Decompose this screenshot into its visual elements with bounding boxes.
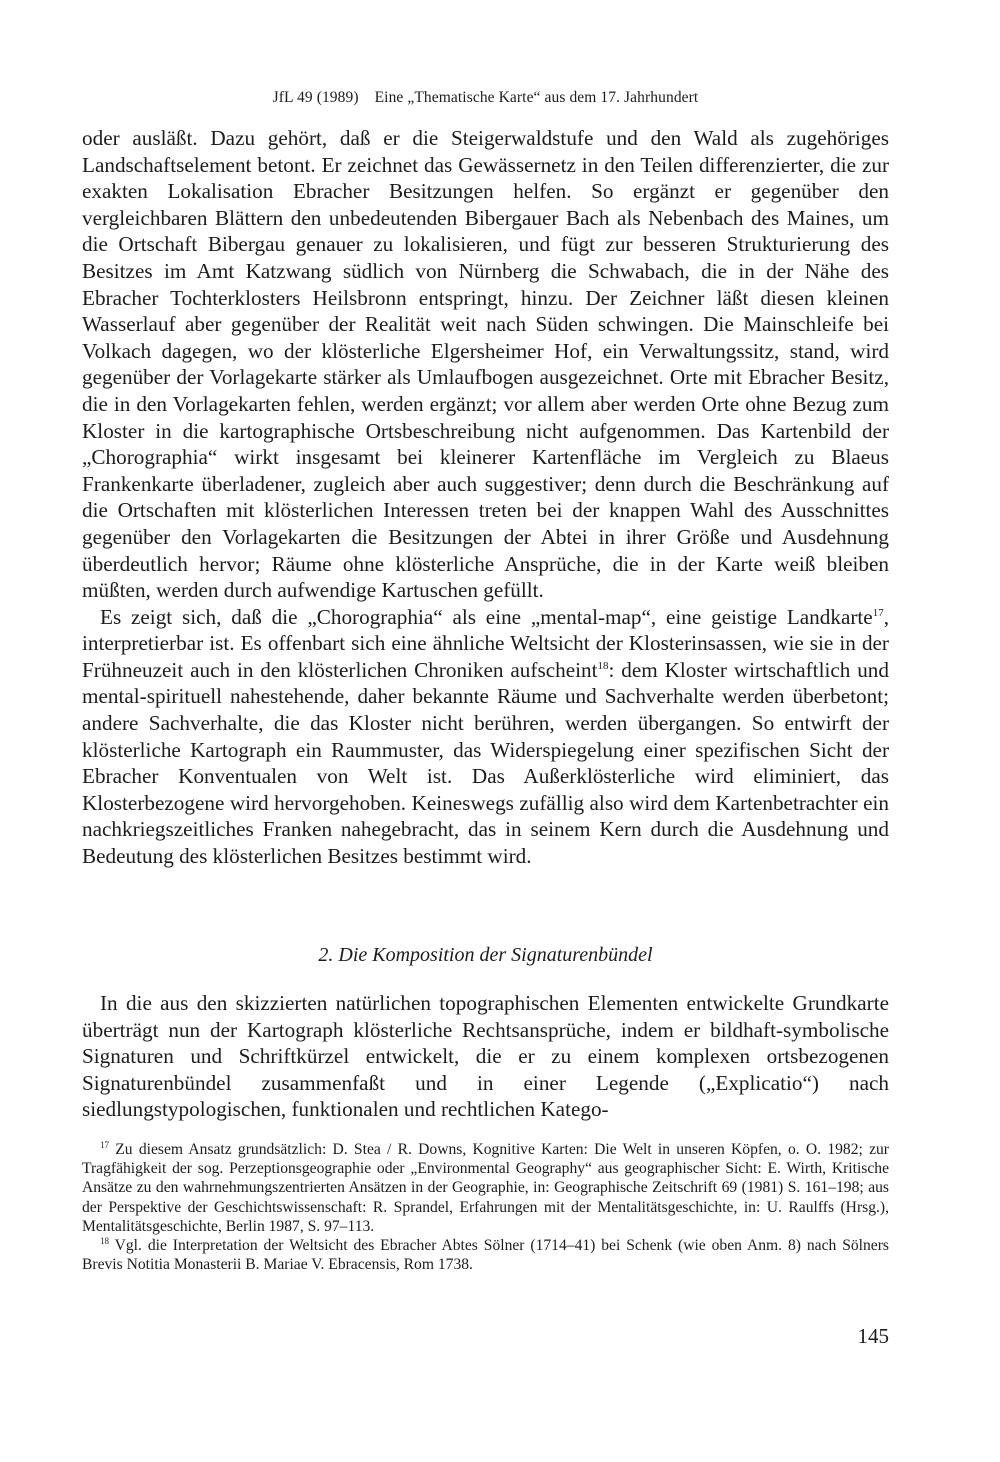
running-head — [82, 89, 889, 107]
paragraph-2 — [82, 604, 889, 870]
paragraph-1 — [82, 125, 889, 604]
footnote-18 — [82, 1236, 889, 1274]
section-heading: 2. Die Komposition der Signaturenbündel — [318, 944, 653, 966]
section-text — [82, 990, 889, 1123]
footnote-17 — [82, 1140, 889, 1236]
footnotes — [82, 1140, 889, 1274]
footnote-17-text: Zu diesem Ansatz grundsätzlich: D. Stea / R. Downs, Kognitive Karten: Die Welt in unseren Köpfen, o. O. 1982; zur Tragfähigkeit der sog. Perzeptionsgeographie oder „Environmental Geography“ aus geographischer Sicht: E. Wirth, Kritische Ansätze zu den wahrnehmungszentrierten Ansätzen in der Geographie, in: Geographische Zeitschrift 69 (1981) S. 161–198; aus der Perspektive der Geschichtswissenschaft: R. Sprandel, Erfahrungen mit der Mentalitätsgeschichte, in: U. Raulffs (Hrsg.), Mentalitätsgeschichte, Berlin 1987, S. 97–113. — [82, 1141, 889, 1235]
journal-reference: JfL 49 (1989) — [272, 89, 359, 106]
footnote-18-text: Vgl. die Interpretation der Weltsicht des Ebracher Abtes Sölner (1714–41) bei Schenk (wie oben Anm. 8) nach Sölners Brevis Notitia Monasterii B. Mariae V. Ebracensis, Rom 1738. — [82, 1237, 889, 1274]
footnote-ref-17[interactable]: 17 — [872, 606, 884, 619]
paragraph-2-text-b: , interpretierbar ist. Es offenbart sich eine ähnliche Weltsicht der Klosterinsassen, wie sie in der Frühneuzeit auch in den klösterlichen Chroniken aufscheint — [82, 604, 889, 682]
paragraph-1-text: oder ausläßt. Dazu gehört, daß er die Steigerwaldstufe und den Wald als zugehöriges Landschaftselement betont. Er zeichnet das Gewässernetz in den Teilen differenzierter, die zur exakten Lokalisation Ebracher Besitzungen helfen. So ergänzt er gegenüber den vergleichbaren Blättern den unbedeutenden Bibergauer Bach als Nebenbach des Maines, um die Ortschaft Bibergau genauer zu lokalisieren, und fügt zur besseren Strukturierung des Besitzes im Amt Katzwang südlich von Nürnberg die Schwabach, die in der Nähe des Ebracher Tochterklosters Heilsbronn entspringt, hinzu. Der Zeichner läßt diesen kleinen Wasserlauf aber gegenüber der Realität weit nach Süden schwingen. Die Mainschleife bei Volkach dagegen, wo der klösterliche Elgersheimer Hof, ein Verwaltungssitz, stand, wird gegenüber der Vorlagekarte stärker als Umlaufbogen ausgezeichnet. Orte mit Ebracher Besitz, die in den Vorlagekarten fehlen, werden ergänzt; vor allem aber werden Orte ohne Bezug zum Kloster in die kartographische Ortsbeschreibung nicht aufgenommen. Das Kartenbild der „Chorographia“ wirkt insgesamt bei kleinerer Kartenfläche im Vergleich zu Blaeus Frankenkarte überladener, zugleich aber auch suggestiver; denn durch die Beschränkung auf die Ortschaften mit klösterlichen Interessen treten bei der knappen Wahl des Ausschnittes gegenüber den Vorlagekarten die Besitzungen der Abtei in ihrer Größe und Ausdehnung überdeutlich hervor; Räume ohne klösterliche Ansprüche, die in der Karte weiß bleiben müßten, werden durch aufwendige Kartuschen gefüllt. — [82, 126, 889, 603]
footnote-number-17: 17 — [100, 1140, 109, 1150]
page-number: 145 — [857, 1324, 889, 1348]
paragraph-2-text-a: Es zeigt sich, daß die „Chorographia“ als eine „mental-map“, eine geistige Landkarte — [100, 604, 873, 629]
footnote-ref-18[interactable]: 18 — [597, 659, 609, 672]
section-paragraph: In die aus den skizzierten natürlichen topographischen Elementen entwickelte Grundkarte überträgt nun der Kartograph klösterliche Rechtsansprüche, indem er bildhaft-symbolische Signaturen und Schriftkürzel entwickelt, die er zu einem komplexen ortsbezogenen Signaturenbündel zusammenfaßt und in einer Legende („Explicatio“) nach siedlungstypologischen, funktionalen und rechtlichen Katego- — [82, 991, 889, 1122]
footnote-number-18: 18 — [100, 1236, 109, 1247]
article-title: Eine „Thematische Karte“ aus dem 17. Jahrhundert — [374, 89, 699, 106]
body-text — [82, 125, 889, 870]
paragraph-2-text-c: : dem Kloster wirtschaftlich und mental-spirituell nahestehende, daher bekannte Räume und Sachverhalte werden überbetont; andere Sachverhalte, die das Kloster nicht berühren, werden übergangen. So entwirft der klösterliche Kartograph ein Raummuster, das Widerspiegelung einer spezifischen Sicht der Ebracher Konventualen von Welt ist. Das Außerklösterliche wird eliminiert, das Klosterbezogene wird hervorgehoben. Keineswegs zufällig also wird dem Kartenbetrachter ein nachkriegszeitliches Franken nahegebracht, das in seinem Kern durch die Ausdehnung und Bedeutung des klösterlichen Besitzes bestimmt wird. — [82, 657, 889, 869]
